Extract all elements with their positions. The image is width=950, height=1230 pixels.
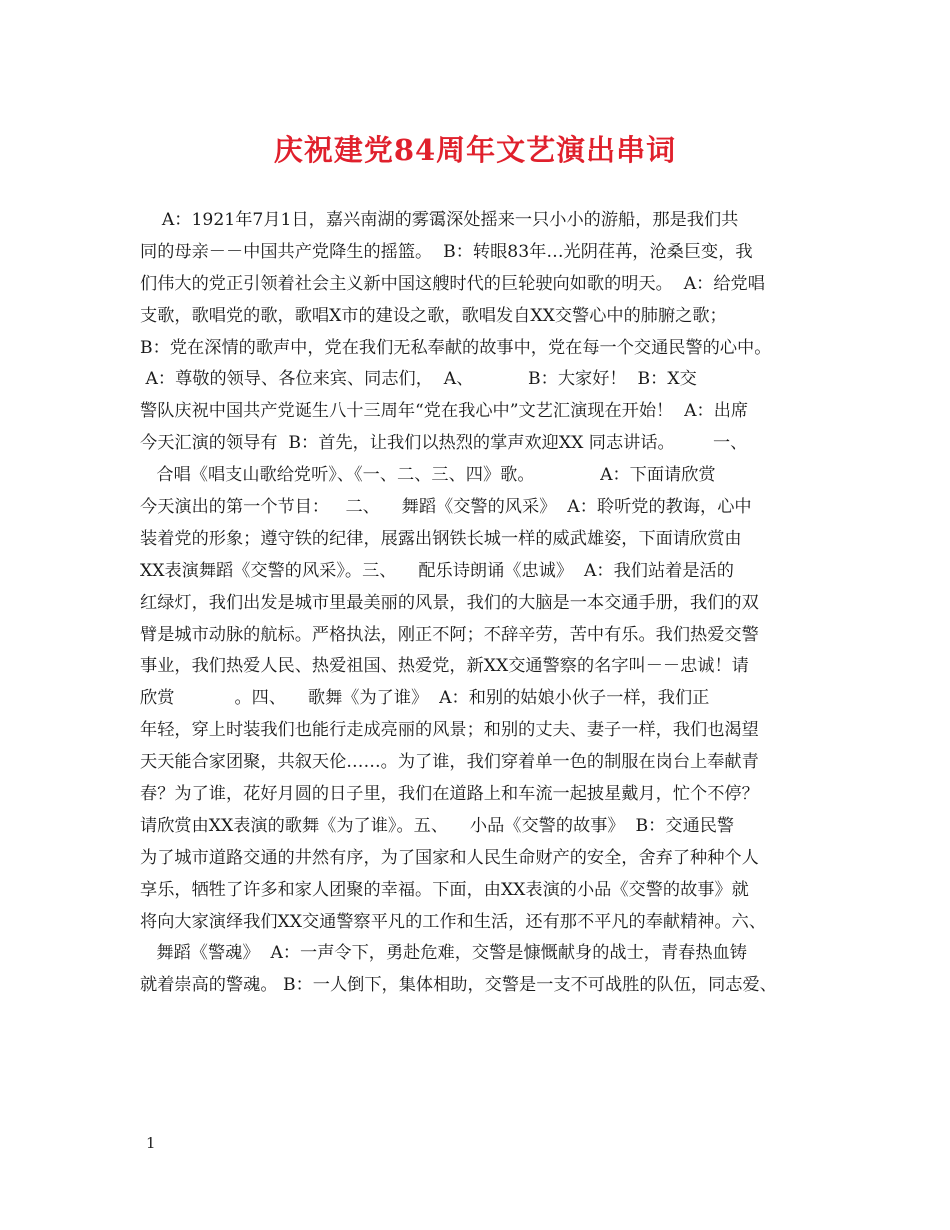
body-line: 年轻，穿上时装我们也能行走成亮丽的风景；和别的丈夫、妻子一样，我们也渴望: [140, 720, 759, 741]
body-line: 春？为了谁，花好月圆的日子里，我们在道路上和车流一起披星戴月，忙个不停？: [140, 784, 759, 805]
body-line: 为了城市道路交通的井然有序，为了国家和人民生命财产的安全，舍弃了种种个人: [140, 847, 759, 868]
body-line: A：1921年7月1日，嘉兴南湖的雾霭深处摇来一只小小的游船，那是我们共: [140, 210, 739, 230]
document-body: [140, 205, 830, 1002]
body-line: 将向大家演绎我们XX交通警察平凡的工作和生活，还有那不平凡的奉献精神。六、: [140, 911, 767, 932]
body-line: 欣赏 。四、 歌舞《为了谁》 A：和别的姑娘小伙子一样，我们正: [140, 688, 710, 709]
body-line: XX表演舞蹈《交警的风采》。三、 配乐诗朗诵《忠诚》 A：我们站着是活的: [140, 560, 734, 581]
body-line: 合唱《唱支山歌给党听》、《一、二、三、四》歌。 A：下面请欣赏: [140, 465, 716, 486]
body-line: 事业，我们热爱人民、热爱祖国、热爱党，新XX交通警察的名字叫－－忠诚！请: [140, 656, 749, 677]
body-line: 臂是城市动脉的航标。严格执法，刚正不阿；不辞辛劳，苦中有乐。我们热爱交警: [140, 624, 759, 645]
body-line: 装着党的形象；遵守铁的纪律，展露出钢铁长城一样的威武雄姿，下面请欣赏由: [140, 528, 742, 549]
body-line: 天天能合家团聚，共叙天伦……。为了谁，我们穿着单一色的制服在岗台上奉献青: [140, 752, 759, 773]
body-line: 今天演出的第一个节目： 二、 舞蹈《交警的风采》 A：聆听党的教诲，心中: [140, 497, 752, 518]
body-line: 舞蹈《警魂》 A：一声令下，勇赴危难，交警是慷慨献身的战士，青春热血铸: [140, 943, 747, 964]
body-line: 们伟大的党正引领着社会主义新中国这艘时代的巨轮驶向如歌的明天。 A：给党唱: [140, 273, 765, 294]
body-line: 同的母亲－－中国共产党降生的摇篮。 B：转眼83年…光阴荏苒，沧桑巨变，我: [140, 241, 753, 262]
body-line: B：党在深情的歌声中，党在我们无私奉献的故事中，党在每一个交通民警的心中。: [140, 337, 772, 358]
body-line: A：尊敬的领导、各位来宾、同志们， A、 B：大家好！ B：X交: [140, 369, 697, 390]
body-line: 今天汇演的领导有 B：首先，让我们以热烈的掌声欢迎XX 同志讲话。 一、: [140, 433, 748, 454]
body-line: 红绿灯，我们出发是城市里最美丽的风景，我们的大脑是一本交通手册，我们的双: [140, 592, 759, 613]
body-line: 请欣赏由XX表演的歌舞《为了谁》。五、 小品《交警的故事》 B：交通民警: [140, 815, 735, 836]
body-line: 支歌，歌唱党的歌，歌唱X市的建设之歌，歌唱发自XX交警心中的肺腑之歌；: [140, 305, 727, 326]
document-title: 庆祝建党84周年文艺演出串词: [273, 133, 677, 167]
page-number: 1: [146, 1134, 156, 1152]
body-line: 就着崇高的警魂。 B：一人倒下，集体相助，交警是一支不可战胜的队伍，同志爱、: [140, 975, 777, 996]
body-line: 享乐，牺牲了许多和家人团聚的幸福。下面，由XX表演的小品《交警的故事》就: [140, 879, 749, 900]
body-line: 警队庆祝中国共产党诞生八十三周年“党在我心中”文艺汇演现在开始！ A：出席: [140, 401, 749, 422]
